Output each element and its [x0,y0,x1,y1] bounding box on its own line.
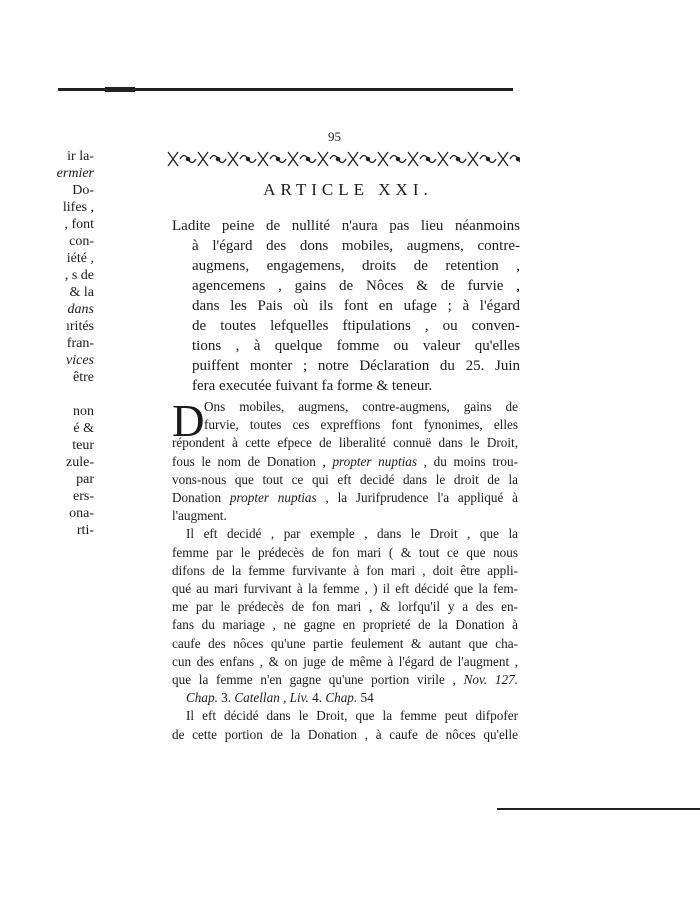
margin-line: iété , [66,251,94,266]
text-run: fous le nom de Donation , [172,453,326,469]
margin-line: ona- [69,506,94,521]
italic-run: Chap. [325,690,358,706]
body-line: l'augment. [172,508,227,524]
body-line: qué au mari furvivant à la femme , ) il eft décidé que la fem- [172,581,518,597]
body-line: furvie, toutes ces expreffions font fynonimes, elles [204,417,518,433]
body-line: femme par le prédecès de fon mari ( & tout ce que nous [172,544,518,560]
margin-line: rti- [76,523,94,538]
margin-line: , font [64,217,94,232]
text-run: 4. [312,690,323,706]
bottom-rule [497,808,700,810]
article-line: puiffent monter ; notre Déclaration du 25. Juin [192,358,520,374]
article-line: agencemens , gains de Nôces & de furvie , [192,278,520,294]
margin-line: ermier [56,166,94,181]
margin-line: lifes , [62,200,94,215]
margin-line: con- [69,234,94,249]
margin-line: & la [69,285,94,300]
top-rule-mark [105,87,135,92]
margin-line: par [76,472,94,487]
text-run: 3. [221,690,232,706]
italic-run: Nov. 127. [463,672,519,688]
body-line [172,453,518,471]
text-run: , la Jurifprudence l'a appliqué à [325,490,518,506]
body-line: répondent à cette efpece de liberalité connuë dans le Droit, [172,435,518,451]
margin-line: être [73,370,94,385]
margin-line: zule- [66,455,94,470]
margin-line: fran- [66,336,94,351]
drop-cap: D [172,396,205,446]
italic-run: Catellan , Liv. [234,690,309,706]
article-line: à l'égard des dons mobiles, augmens, contre- [192,238,520,254]
margin-line: teur [72,438,94,453]
italic-run: propter nuptias [332,453,417,469]
body-line: caufe des nôces qu'une partie feulement & autant que cha- [172,635,518,651]
margin-line: ir la- [67,149,94,164]
text-run: que la femme n'en gagne qu'une portion virile , [172,672,456,688]
body-line: vons-nous que tout ce qui eft decidé dans le droit de la [172,471,518,487]
body-line: cun des enfans , & on juge de même à l'égard de l'augment , [172,653,518,669]
body-line: difons de la femme furvivante à fon mari , doit être appli- [172,562,518,578]
body-line: me par le prédecès de fon mari , & lorfqu'il y a des en- [172,599,518,615]
article-line: Ladite peine de nullité n'aura pas lieu néanmoins [172,218,520,234]
text-run: , du moins trou- [423,453,518,469]
margin-line: Do- [72,183,94,198]
ornament-band [166,148,520,170]
text-run: 54 [360,690,374,706]
body-line: de cette portion de la Donation , à caufe de nôces qu'elle [172,726,518,742]
margin-line [22,386,94,403]
previous-page-margin [22,148,94,539]
body-line: Ons mobiles, augmens, contre-augmens, gains de [204,399,518,414]
body-line: Il eft décidé dans le Droit, que la femme peut difpofer [186,708,518,724]
body-line: Il eft decidé , par exemple , dans le Droit , que la [186,526,518,542]
article-line: tions , à quelque fomme ou valeur qu'elles [192,338,520,354]
article-line: fera executée fuivant fa forme & teneur. [192,378,433,394]
margin-line: ers- [73,489,94,504]
margin-line: é & [73,421,94,436]
article-line: augmens, engagemens, droits de retention , [192,258,520,274]
margin-line: , s de [64,268,94,283]
margin-line: ırités [66,319,94,334]
margin-line: vices [66,353,94,368]
margin-line: non [73,404,94,419]
article-line: dans les Pais où ils font en ufage ; à l'égard [192,298,520,314]
article-text [172,216,520,396]
body-line [172,671,518,689]
italic-run: propter nuptias [229,490,317,506]
article-heading: ARTICLE XXI. [263,180,433,199]
margin-line: dans [67,302,94,317]
article-line: de toutes lefquelles ftipulations , ou conven- [192,318,520,334]
page-number: 95 [328,129,341,144]
body-line [172,489,518,507]
commentary-text [172,398,518,744]
italic-run: Chap. [186,690,218,706]
body-line [172,689,518,707]
body-line: fans du mariage , ne gagne en proprieté de la Donation à [172,617,518,633]
text-run: Donation [172,490,222,506]
